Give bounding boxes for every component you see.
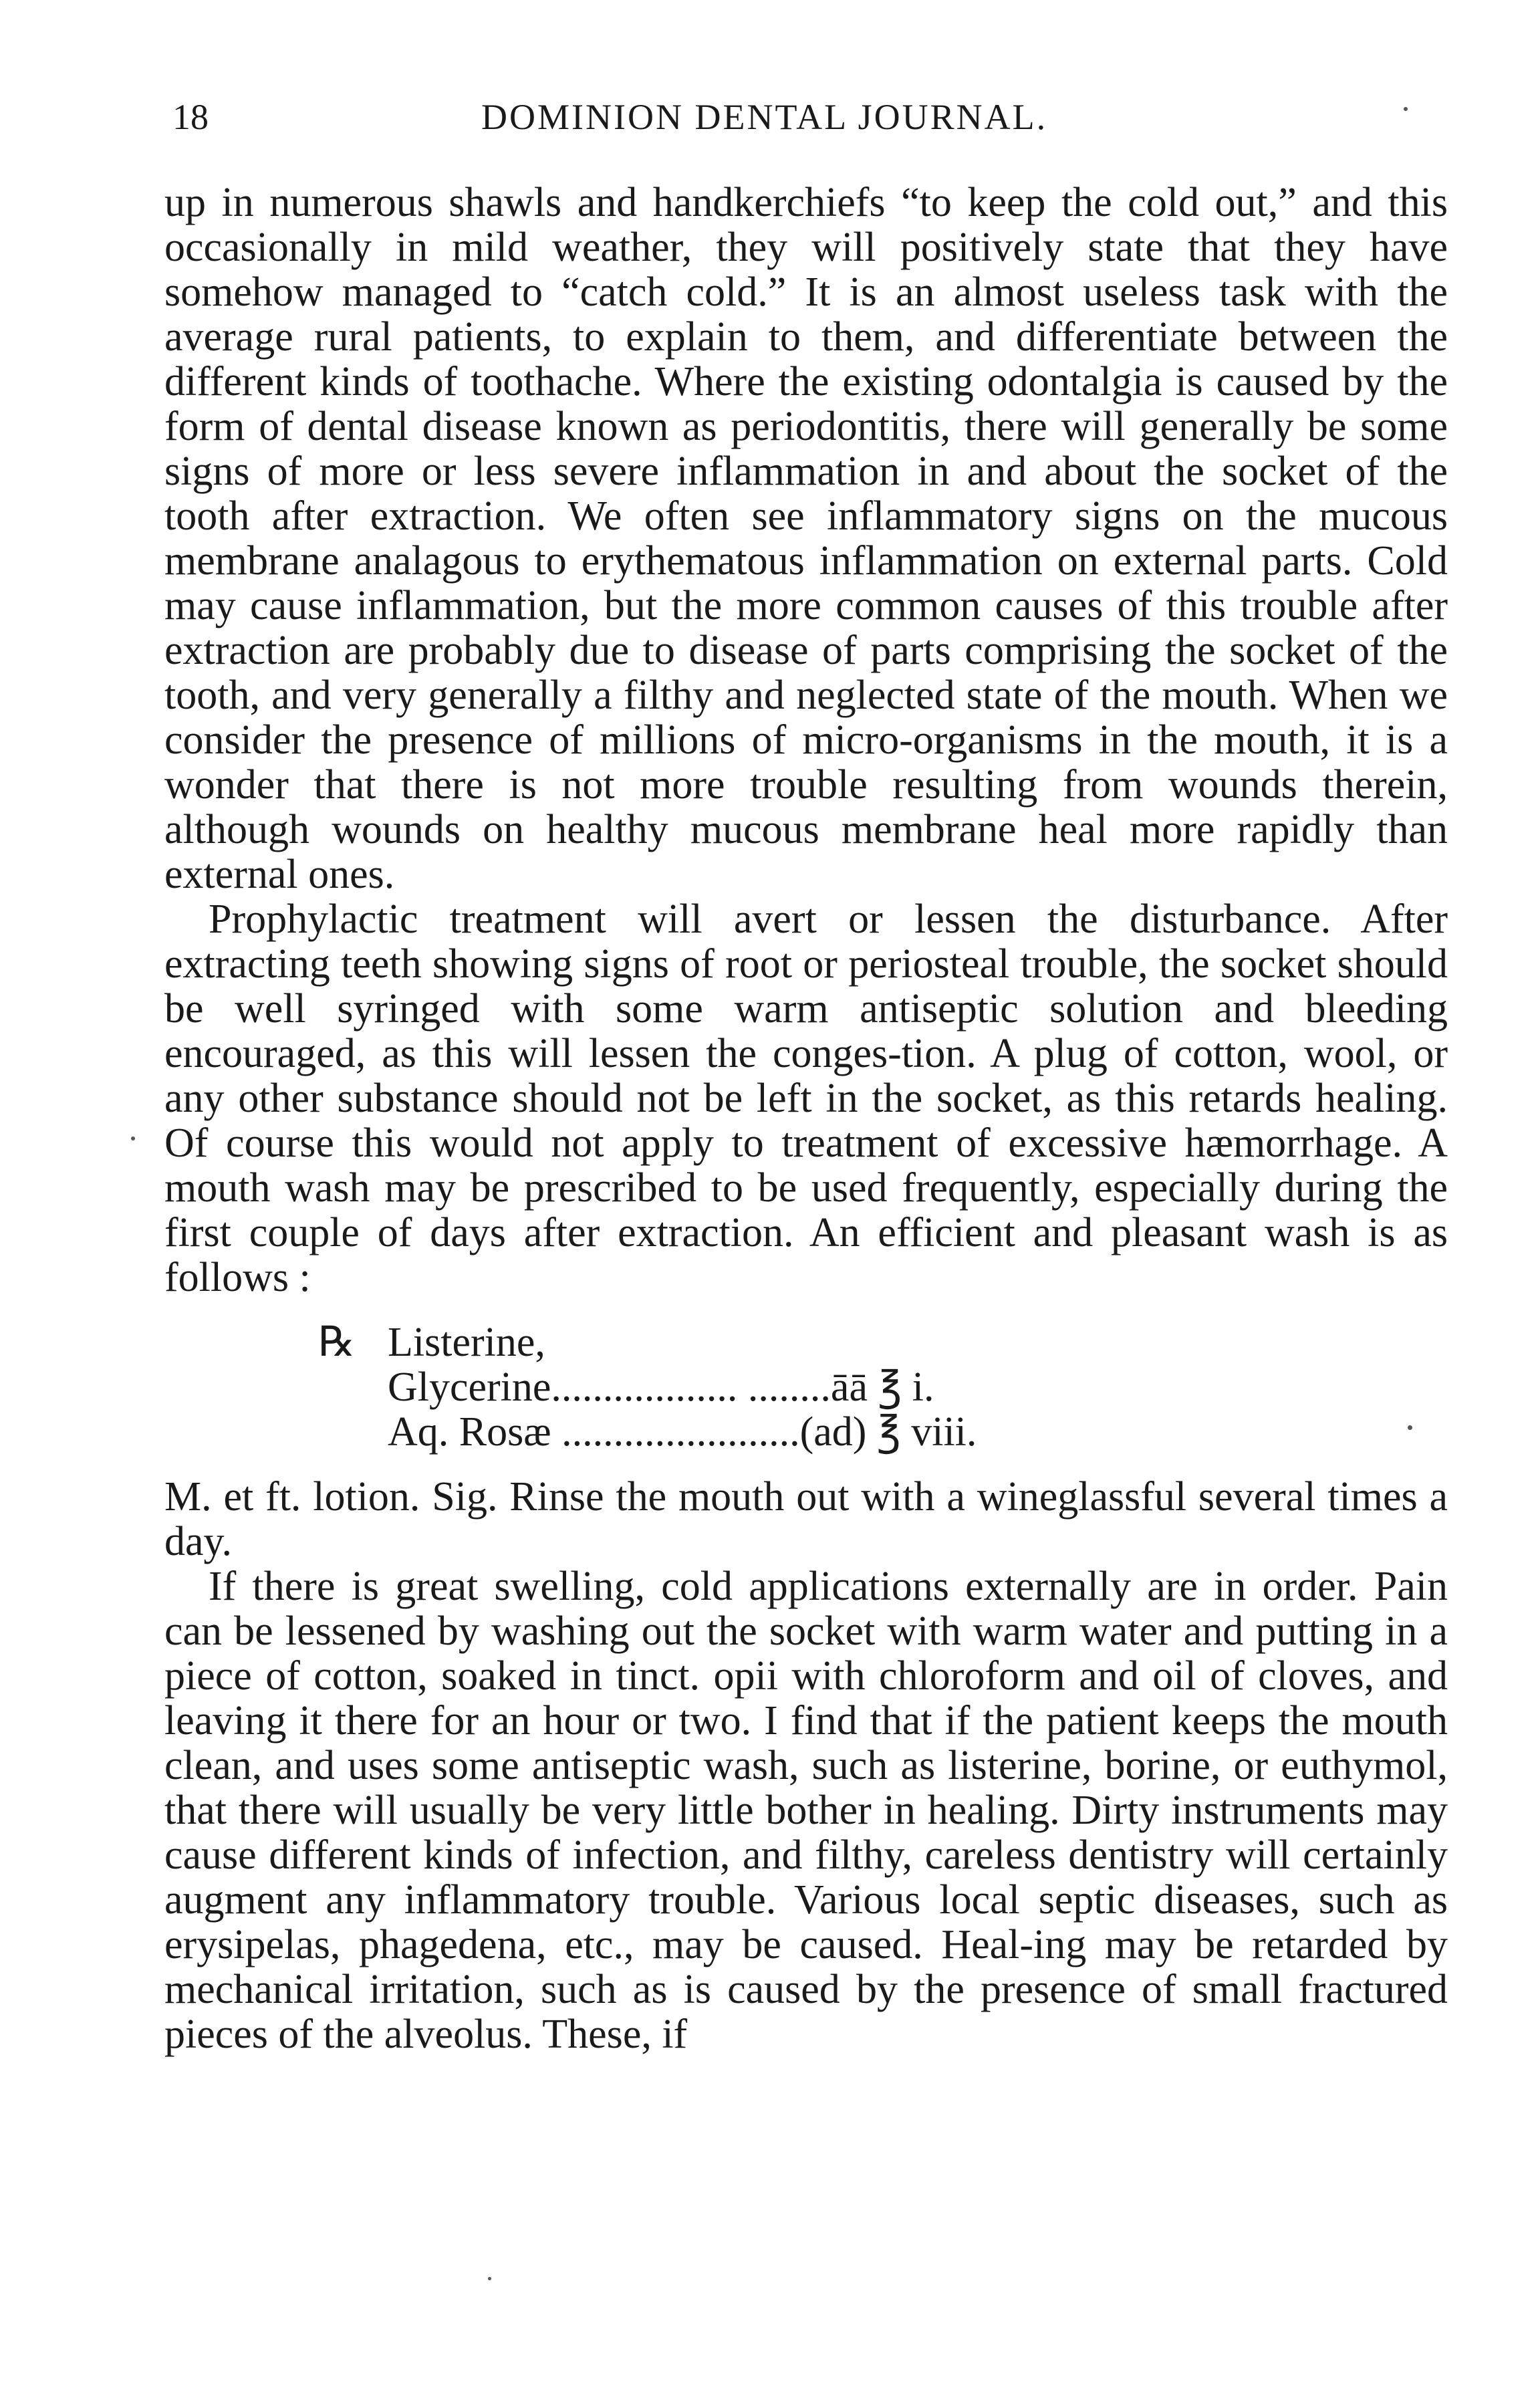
scan-speck bbox=[488, 2277, 491, 2280]
paragraph-swelling-treatment: If there is great swelling, cold applications externally are in order. Pain can be lessened by washing out the socket with warm water and putting in a piece of cotton, soaked in tinct. opii with chloroform and oil of cloves, and leaving it there for an hour or two. I find that if the patient keeps the mouth clean, and uses some antiseptic wash, such as listerine, borine, or euthymol, that there will usually be very little bother in healing. Dirty instruments may cause different kinds of infection, and filthy, careless dentistry will certainly augment any inflammatory trouble. Various local septic diseases, such as erysipelas, phagedena, etc., may be caused. Heal-ing may be retarded by mechanical irritation, such as is caused by the presence of small fractured pieces of the alveolus. These, if bbox=[164, 1564, 1448, 2057]
page-number: 18 bbox=[172, 97, 209, 137]
scan-speck bbox=[131, 1136, 135, 1140]
prescription-line-3: Aq. Rosæ .......................(ad) ℥ viii. bbox=[388, 1409, 977, 1455]
recipe-symbol-icon: ℞ bbox=[318, 1320, 356, 1365]
prescription-line-1 bbox=[318, 1320, 1448, 1365]
prescription-formula bbox=[164, 1320, 1448, 1455]
paragraph-prophylactic-treatment: Prophylactic treatment will avert or lessen the disturbance. After extracting teeth showing signs of root or periosteal trouble, the socket should be well syringed with some warm antiseptic solution and bleeding encouraged, as this will lessen the conges-tion. A plug of cotton, wool, or any other substance should not be left in the socket, as this retards healing. Of course this would not apply to treatment of excessive hæmorrhage. A mouth wash may be prescribed to be used frequently, especially during the first couple of days after extraction. An efficient and pleasant wash is as follows : bbox=[164, 896, 1448, 1300]
prescription-ingredient-listerine: Listerine, bbox=[388, 1320, 545, 1365]
scan-speck bbox=[1408, 1425, 1412, 1430]
prescription-line-2: Glycerine.................. ........āā ℥ i. bbox=[388, 1364, 934, 1410]
scan-speck bbox=[1404, 107, 1408, 111]
article-body bbox=[164, 180, 1448, 2057]
running-head: DOMINION DENTAL JOURNAL. bbox=[481, 97, 1048, 137]
paragraph-lotion-directions: M. et ft. lotion. Sig. Rinse the mouth out with a wineglassful several times a day. bbox=[164, 1474, 1448, 1564]
paragraph-continued: up in numerous shawls and handkerchiefs “to keep the cold out,” and this occasionally in mild weather, they will positively state that they have somehow managed to “catch cold.” It is an almost useless task with the average rural patients, to explain to them, and differentiate between the different kinds of toothache. Where the existing odontalgia is caused by the form of dental disease known as periodontitis, there will generally be some signs of more or less severe inflammation in and about the socket of the tooth after extraction. We often see inflammatory signs on the mucous membrane analagous to erythematous inflammation on external parts. Cold may cause inflammation, but the more common causes of this trouble after extraction are probably due to disease of parts comprising the socket of the tooth, and very generally a filthy and neglected state of the mouth. When we consider the presence of millions of micro-organisms in the mouth, it is a wonder that there is not more trouble resulting from wounds therein, although wounds on healthy mucous membrane heal more rapidly than external ones. bbox=[164, 180, 1448, 897]
